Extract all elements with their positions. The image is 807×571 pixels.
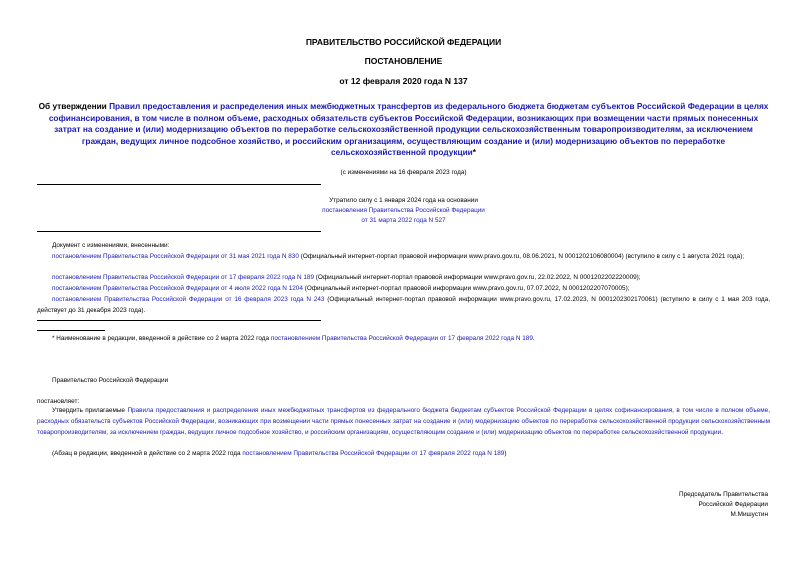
signature-name: М.Мишустин: [730, 511, 768, 518]
footnote-divider: [37, 330, 105, 331]
approve-end: .: [721, 428, 723, 436]
document-title: [36, 101, 771, 159]
title-prefix: Об утверждении: [38, 101, 110, 111]
amendment-text: (Официальный интернет-портал правовой информации www.pravo.gov.ru, 08.06.2021, N 0001202106080004) (вступило в силу с 1 августа 2021 года);: [298, 253, 744, 260]
amendment-link[interactable]: постановлением Правительства Российской Федерации от 16 февраля 2023 года N 243: [52, 296, 325, 303]
amendment-text: (Официальный интернет-портал правовой информации www.pravo.gov.ru, 22.02.2022, N 0001202202220009);: [314, 274, 641, 281]
approve-paragraph: [37, 406, 770, 438]
amendment-item: [37, 284, 770, 295]
approve-prefix: Утвердить прилагаемые: [52, 407, 128, 414]
document-type: ПОСТАНОВЛЕНИЕ: [364, 56, 443, 66]
amendment-item: [37, 273, 770, 284]
expired-line: Утратило силу с 1 января 2024 года на основании: [329, 197, 478, 204]
expired-link-1[interactable]: постановления Правительства Российской Федерации: [322, 207, 485, 214]
title-suffix: *: [472, 147, 477, 157]
amendment-item: [37, 295, 770, 317]
abzac-paragraph: [37, 449, 770, 460]
divider: [37, 231, 321, 232]
government-line: [37, 376, 770, 387]
document-date-number: от 12 февраля 2020 года N 137: [339, 76, 468, 86]
resolves-text: постановляет:: [37, 398, 80, 405]
government-text: Правительство Российской Федерации: [52, 377, 169, 384]
abzac-link[interactable]: постановлением Правительства Российской Федерации от 17 февраля 2022 года N 189: [242, 450, 505, 457]
amendments-intro: [37, 241, 770, 252]
approve-rules-link[interactable]: Правила предоставления и распределения иных межбюджетных трансфертов из федерального бюджета бюджетам субъектов Российской Федерации в целях софинансирования, в том числе в полном объеме, расходных обязательств субъектов Российской Федерации, возникающих при возмещении части прямых понесенных затрат на создание и (или) модернизацию объектов по переработке сельскохозяйственной продукции сельскохозяйственным товаропроизводителям, за исключением граждан, ведущих личное подсобное хозяйство, и российским организациям, осуществляющим создание и (или) модернизацию объектов по переработке сельскохозяйственной продукции: [37, 407, 771, 436]
amendment-link[interactable]: постановлением Правительства Российской Федерации от 31 мая 2021 года N 830: [52, 253, 299, 260]
amendment-item: [37, 252, 770, 263]
divider: [37, 320, 321, 321]
amendment-link[interactable]: постановлением Правительства Российской Федерации от 17 февраля 2022 года N 189: [52, 274, 315, 281]
expired-link-line2-wrap: [0, 216, 807, 227]
amendment-text: (Официальный интернет-портал правовой информации www.pravo.gov.ru, 17.02.2023, N 0001202302170061) (вступило в силу с 1 мая 203 года, действует до 31 декабря 2023 года).: [37, 296, 770, 314]
government-heading: ПРАВИТЕЛЬСТВО РОССИЙСКОЙ ФЕДЕРАЦИИ: [305, 37, 502, 47]
title-rules-link[interactable]: Правил предоставления и распределения иных межбюджетных трансфертов из федерального бюджета бюджетам субъектов Российской Федерации в целях софинансирования, в том числе в полном объеме, расходных обязательств субъектов Российской Федерации, возникающих при возмещении части прямых понесенных затрат на создание и (или) модернизацию объектов по переработке сельскохозяйственной продукции сельскохозяйственным товаропроизводителям, за исключением граждан, ведущих личное подсобное хозяйство, и российским организациям, осуществляющим создание и (или) модернизацию объектов по переработке сельскохозяйственной продукции: [48, 101, 769, 157]
signature-title-1: Председатель Правительства: [679, 491, 768, 498]
footnote-text: * Наименование в редакции, введенной в действие со 2 марта 2022 года: [52, 335, 271, 342]
amendment-text: (Официальный интернет-портал правовой информации www.pravo.gov.ru, 07.07.2022, N 0001202207070005);: [302, 285, 630, 292]
divider: [37, 184, 321, 185]
abzac-end: ): [504, 450, 507, 457]
abzac-prefix: (Абзац в редакции, введенной в действие со 2 марта 2022 года: [52, 450, 243, 457]
expired-link-2[interactable]: от 31 марта 2022 года N 527: [361, 217, 446, 224]
amendments-intro-text: Документ с изменениями, внесенными:: [52, 242, 170, 249]
changes-note: (с изменениями на 16 февраля 2023 года): [340, 169, 467, 176]
amendment-link[interactable]: постановлением Правительства Российской Федерации от 4 июля 2022 года N 1204: [52, 285, 303, 292]
footnote: [37, 334, 770, 345]
footnote-link[interactable]: постановлением Правительства Российской Федерации от 17 февраля 2022 года N 189: [270, 335, 533, 342]
signature-title-2: Российской Федерации: [698, 501, 768, 508]
footnote-end: .: [532, 335, 535, 342]
